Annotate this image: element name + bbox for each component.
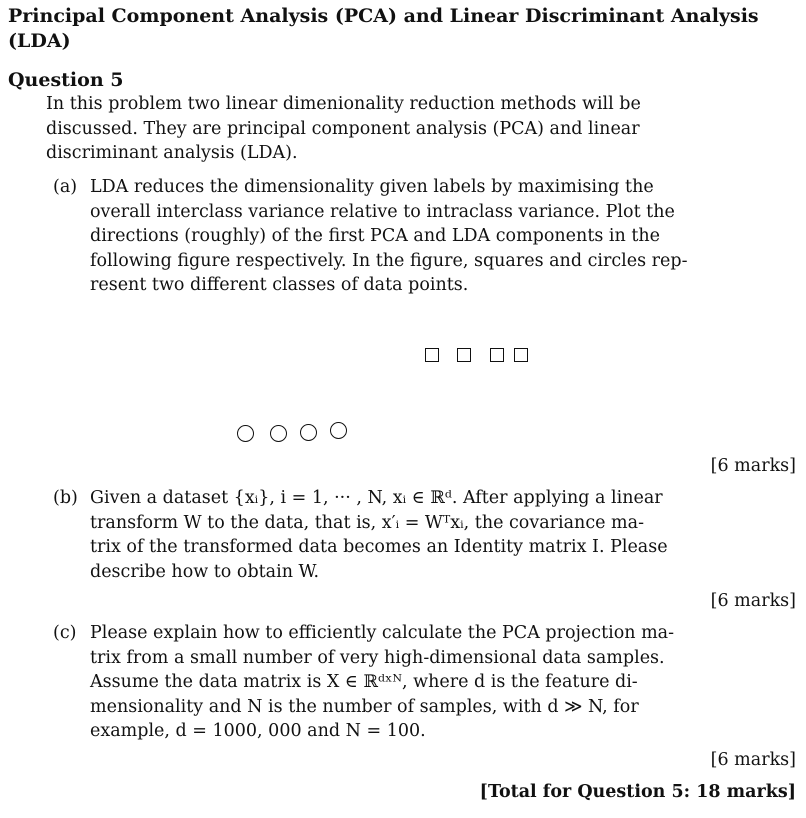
data-points-figure (225, 335, 565, 455)
circle-class-point (270, 425, 287, 442)
part-c-label: (c) (53, 623, 77, 643)
total-marks: [Total for Question 5: 18 marks] (479, 782, 796, 802)
part-c-marks: [6 marks] (710, 750, 796, 770)
part-a-line: LDA reduces the dimensionality given labels by maximising the (90, 177, 654, 197)
part-c-text (90, 621, 674, 744)
part-c-line: trix from a small number of very high-dimensional data samples. (90, 647, 665, 668)
part-a-line: following figure respectively. In the figure, squares and circles rep- (90, 250, 688, 271)
section-title-line-2: (LDA) (8, 30, 71, 52)
part-b-marks: [6 marks] (710, 591, 796, 611)
section-title (8, 4, 759, 54)
part-c-line: Assume the data matrix is X ∈ ℝᵈˣᴺ, where d is the feature di- (90, 672, 638, 693)
part-b-line: describe how to obtain W. (90, 561, 320, 582)
part-b-line: trix of the transformed data becomes an Identity matrix I. Please (90, 537, 668, 558)
circle-class-point (300, 424, 317, 441)
part-c-line: Please explain how to efficiently calculate the PCA projection ma- (90, 623, 675, 643)
part-a-line: resent two different classes of data points. (90, 275, 469, 296)
square-class-point (425, 348, 439, 362)
part-b-line: Given a dataset {xᵢ}, i = 1, ··· , N, xᵢ ∈ ℝᵈ. After applying a linear (90, 488, 663, 508)
part-c-line: mensionality and N is the number of samples, with d ≫ N, for (90, 696, 639, 717)
square-class-point (514, 348, 528, 362)
circle-class-point (330, 422, 347, 439)
square-class-point (490, 348, 504, 362)
part-a-line: directions (roughly) of the first PCA and LDA components in the (90, 226, 660, 247)
intro-line: discriminant analysis (LDA). (46, 143, 298, 164)
intro-line: discussed. They are principal component analysis (PCA) and linear (46, 118, 640, 139)
intro-line: In this problem two linear dimenionality reduction methods will be (46, 94, 641, 114)
part-a-marks: [6 marks] (710, 456, 796, 476)
part-b-label: (b) (53, 488, 78, 508)
question-intro (46, 92, 641, 166)
circle-class-point (237, 425, 254, 442)
part-b-text (90, 486, 668, 584)
part-a-text (90, 175, 688, 298)
section-title-line-1: Principal Component Analysis (PCA) and Linear Discriminant Analysis (8, 5, 759, 27)
part-a-line: overall interclass variance relative to intraclass variance. Plot the (90, 201, 675, 222)
square-class-point (457, 348, 471, 362)
part-c-line: example, d = 1000, 000 and N = 100. (90, 721, 426, 742)
question-heading: Question 5 (8, 69, 124, 91)
part-b-line: transform W to the data, that is, x′ᵢ = Wᵀxᵢ, the covariance ma- (90, 512, 644, 533)
part-a-label: (a) (53, 177, 78, 197)
